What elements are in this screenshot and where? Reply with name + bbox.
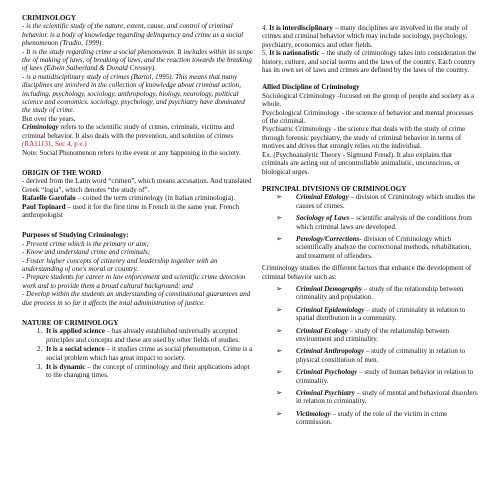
nature-item-5 bbox=[262, 49, 478, 74]
nature-term: It is interdisciplinary bbox=[269, 24, 333, 32]
nature-item bbox=[44, 327, 254, 344]
arrow-bullet-icon: ➢ bbox=[276, 233, 283, 243]
factor-term: Victimology bbox=[296, 409, 331, 418]
nature-term: It is a social science bbox=[46, 345, 105, 354]
purpose-item: - Know and understand crime and criminals; bbox=[22, 248, 151, 257]
factor-item bbox=[272, 327, 478, 344]
garofalo-name: Rafaelle Garofalo bbox=[22, 194, 76, 203]
topinard-name: Paul Topinard bbox=[22, 202, 66, 211]
allied-line: Psychiatric Criminology - the science that deals with the study of crime through forensic psychiatry, the study of criminal behavior in terms of motives and drives that strongly relies on the individual. bbox=[262, 125, 466, 151]
factor-term: Criminal Anthropology bbox=[296, 347, 365, 356]
factor-item bbox=[272, 285, 478, 302]
origin-heading: ORIGIN OF THE WORD bbox=[22, 168, 102, 177]
nature-continued bbox=[262, 24, 478, 74]
division-term: Penology/Corrections bbox=[296, 234, 360, 243]
criminology-heading: CRIMINOLOGY bbox=[22, 14, 76, 22]
nature-text: – many disciplines are involved in the study of crimes and criminal behavior which may include sociology, psychology, psychiatry, economics and other fields. bbox=[262, 24, 468, 49]
purpose-item: - Develop within the students an understanding of constitutional guarantees and due process in so far it affects the total administration of justice. bbox=[22, 290, 251, 307]
arrow-bullet-icon: ➢ bbox=[276, 346, 283, 356]
topinard-line bbox=[22, 203, 254, 220]
but-over-years: But over the years, bbox=[22, 114, 76, 123]
criminology-term: Criminology bbox=[22, 123, 59, 132]
left-column bbox=[22, 14, 254, 389]
nature-num: 4. bbox=[262, 24, 268, 32]
nature-text: – it studies crime as social phenomenon. Crime is a social problem which has great impact to society. bbox=[46, 345, 253, 362]
division-term: Criminal Etiology bbox=[296, 193, 349, 202]
factor-text: – study of human behavior in relation to criminality. bbox=[296, 368, 474, 385]
factor-text: – study of the relationship between criminality and population. bbox=[296, 284, 464, 302]
divisions-list bbox=[262, 193, 478, 260]
division-term: Sociology of Laws bbox=[296, 214, 350, 223]
divisions-section bbox=[262, 185, 478, 427]
nature-text: – has already established universally accepted principles and concepts and these are used by other fields of studies. bbox=[46, 327, 240, 344]
factor-item bbox=[272, 368, 478, 385]
arrow-bullet-icon: ➢ bbox=[276, 192, 283, 202]
arrow-bullet-icon: ➢ bbox=[276, 388, 283, 398]
factor-term: Criminal Ecology bbox=[296, 326, 348, 335]
factor-term: Criminal Psychiatry bbox=[296, 389, 355, 398]
factor-item bbox=[272, 410, 478, 427]
criminology-refers bbox=[22, 123, 254, 148]
factor-item bbox=[272, 347, 478, 364]
nature-section bbox=[22, 319, 254, 380]
nature-term: It is dynamic bbox=[46, 363, 86, 372]
nature-term: It is applied science bbox=[46, 327, 105, 336]
factor-text: – study of the relationship between environment and criminality. bbox=[296, 326, 450, 343]
factor-item bbox=[272, 389, 478, 406]
criminology-def-2: - It is the study regarding crime a social phenomenon. It includes within its scope the of making of laws, of breaking of laws, and the reaction towards the breaking of laws (Edwin Sutherland & Donald Cressey). bbox=[22, 47, 253, 73]
purpose-item: - Foster higher concepts of citizenry and leadership together with an understanding of one's moral or country. bbox=[22, 256, 218, 273]
criminology-refers-text: refers to the scientific study of crimes, criminals, victims and criminal behavior. It also deals with the prevention, and solution of crimes bbox=[22, 123, 234, 140]
arrow-bullet-icon: ➢ bbox=[276, 213, 283, 223]
division-item bbox=[272, 214, 478, 231]
division-text: – scientific analysis of the conditions from which criminal laws are developed. bbox=[296, 214, 472, 231]
arrow-bullet-icon: ➢ bbox=[276, 367, 283, 377]
nature-term: It is nationalistic bbox=[269, 49, 320, 58]
arrow-bullet-icon: ➢ bbox=[276, 408, 283, 418]
allied-section bbox=[262, 83, 478, 175]
factor-item bbox=[272, 306, 478, 323]
citation-link[interactable]: (RA11131, Sec 4, p e.) bbox=[22, 140, 87, 149]
allied-heading: Allied Discipline of Criminology bbox=[262, 83, 360, 92]
nature-item-4 bbox=[262, 24, 478, 49]
division-text: – division of Criminology which studies the causes of crimes. bbox=[296, 193, 476, 210]
garofalo-line bbox=[22, 194, 254, 202]
allied-line: Psychological Criminology - the science of behavior and mental processes of the criminal. bbox=[262, 108, 474, 126]
arrow-bullet-icon: ➢ bbox=[276, 283, 283, 293]
purposes-heading: Purposes of Studying Criminology: bbox=[22, 231, 129, 240]
division-item bbox=[272, 193, 478, 210]
nature-text: – the study of criminology takes into consideration the history, culture, and social norms and the laws of the country. Each country has its own set of laws and crimes are defined by the laws of the country. bbox=[262, 49, 477, 75]
criminology-def-1: - is the scientific study of the nature, extent, cause, and control of criminal behavior. is a body of knowledge regarding delinquency and crime as a social phenomenon (Tradio, 1999). bbox=[22, 22, 244, 48]
division-text: - division of Criminology which scientifically analyze the correctional methods, rehabilitation, and treatment of offenders. bbox=[296, 234, 472, 260]
criminology-def-3: - is a mutidisciplinary study of crimes (Bartol, 1995). This means that many disciplines are involved in the collection of knowledge about criminal action, including, psychology, sociology, anthropology, biology, neurology, political science and economics. sociology, psychology, and psychiatry have dominated the study of crime. bbox=[22, 72, 245, 115]
allied-line: Sociological Criminology -focused on the group of people and society as a whole. bbox=[262, 91, 475, 109]
factor-text: – study of the role of the victim in crime commission. bbox=[296, 409, 448, 427]
factor-text: – study of criminality in relation to spatial distribution in a community. bbox=[296, 305, 466, 323]
factor-term: Criminal Epidemiology bbox=[296, 305, 365, 314]
factor-term: Criminal Psychology bbox=[296, 368, 358, 377]
nature-list bbox=[22, 327, 254, 379]
origin-line: - derived from the Latin word “crimen”, which means accusation. And translated Greek “logia”, which denotes “the study of”. bbox=[22, 177, 252, 194]
criminology-section bbox=[22, 14, 254, 157]
nature-num: 5. bbox=[262, 49, 268, 58]
nature-item bbox=[44, 363, 254, 380]
garofalo-text: – coined the term criminology (in Italian criminologia). bbox=[75, 194, 236, 203]
right-column bbox=[262, 14, 478, 436]
nature-heading: NATURE OF CRIMINOLOGY bbox=[22, 319, 119, 327]
social-phenomenon-note: Note: Social Phenomenon refers to the event or any happening in the society. bbox=[22, 148, 241, 157]
factor-term: Criminal Demography bbox=[296, 284, 363, 293]
arrow-bullet-icon: ➢ bbox=[276, 325, 283, 335]
nature-item bbox=[44, 345, 254, 362]
factors-intro: Criminology studies the different factors that enhance the development of criminal behavior such as: bbox=[262, 264, 472, 281]
divisions-heading: PRINCIPAL DIVISIONS OF CRIMINOLOGY bbox=[262, 184, 407, 193]
purpose-item: - Prepare students for career in law enforcement and scientific crime detection work and to provide them a broad cultural background; and bbox=[22, 273, 246, 290]
factors-list bbox=[262, 285, 478, 427]
topinard-text: – used it for the first time in French in the same year. French anthropologist bbox=[22, 202, 240, 219]
nature-text: – the concept of criminology and their applications adopt to the changing times. bbox=[46, 363, 250, 380]
factor-text: – study of mental and behavioral disorders in relation to criminality. bbox=[296, 389, 478, 406]
origin-section bbox=[22, 169, 254, 219]
purpose-item: - Prevent crime which is the primary or aim; bbox=[22, 239, 150, 248]
purposes-section bbox=[22, 231, 254, 307]
division-item bbox=[272, 235, 478, 260]
factor-text: – study of criminality in relation to physical constitution of men. bbox=[296, 347, 466, 364]
arrow-bullet-icon: ➢ bbox=[276, 304, 283, 314]
allied-line: Ex. (Psychoanalytic Theory - Sigmund Freud). It also explains that criminals are acting out of uncontrollable animalistic, unconscious, or biological urges. bbox=[262, 150, 461, 176]
